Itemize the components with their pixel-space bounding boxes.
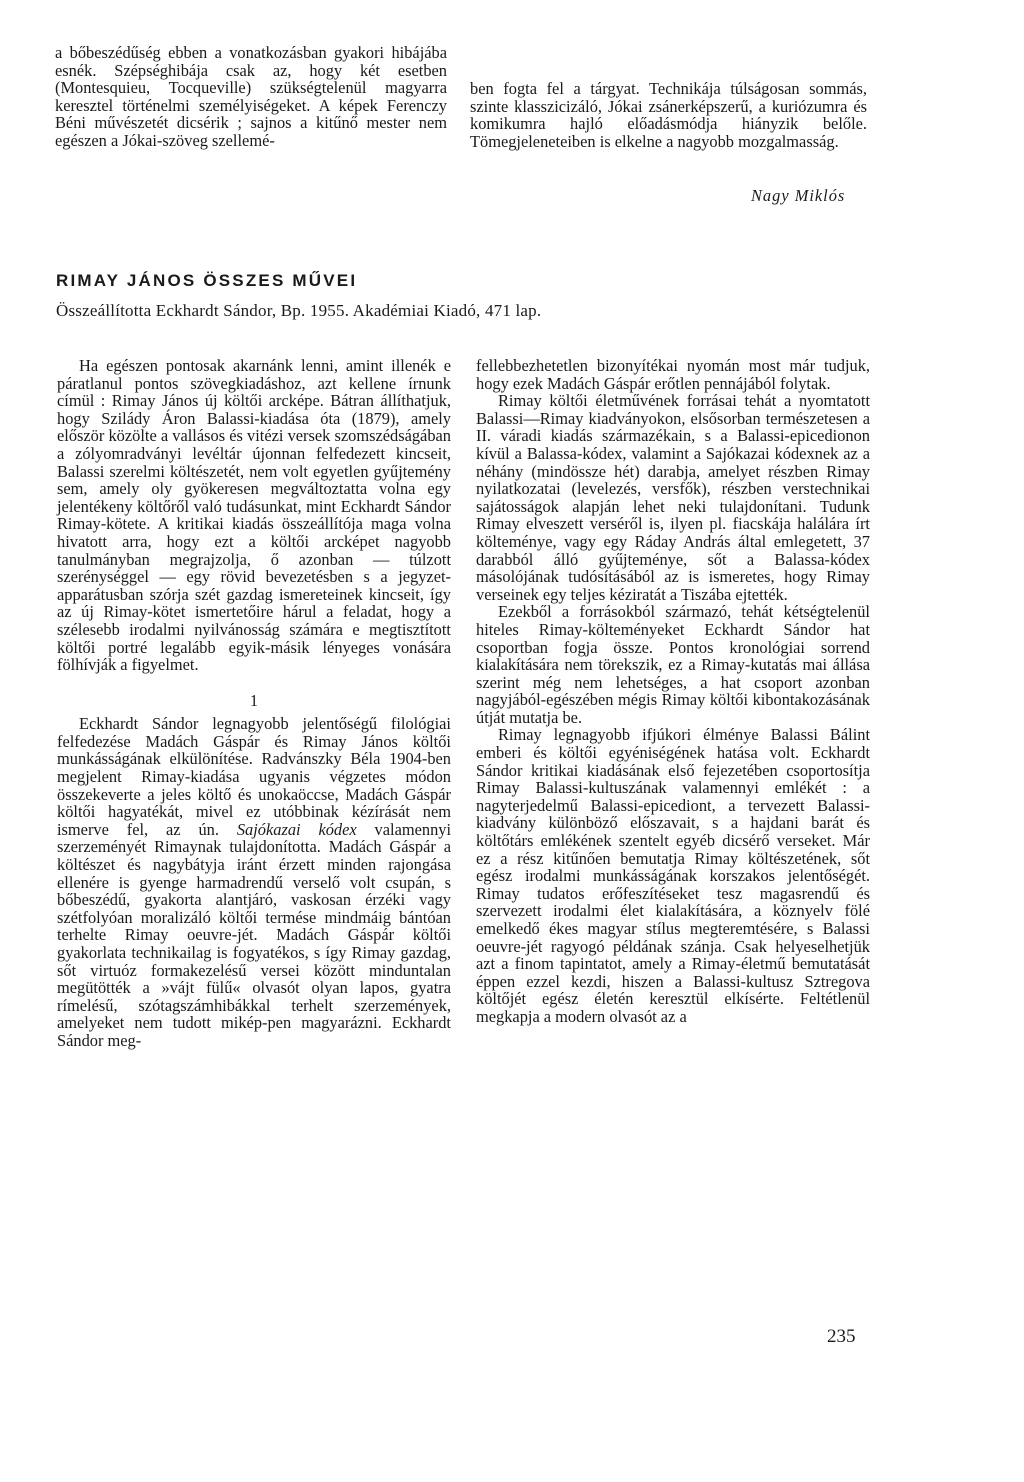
review-paragraph-1: Ha egészen pontosak akarnánk lenni, amint illenék e páratlanul pontos szövegkiadáshoz, azt kellene írnunk címül : Rimay János új költői arcképe. Bátran állíthatjuk, hogy Szilády Áron Balassi-kiadása óta (1879), amely először közölte a vallásos és vitézi versek szomszédságában a zólyomradványi levéltár újonnan felfedezett kincseit, Balassi szerelmi költészetét, nem volt egyetlen gyűjtemény sem, amely oly gyökeresen megváltoztatta volna egy jelentékeny költőről való tudásunkat, mint Eckhardt Sándor Rimay-kötete. A kritikai kiadás összeállítója maga volna hivatott arra, hogy ezt a költői arcképet nagyobb tanulmányban megrajzolja, ő azonban — túlzott szerénységgel — egy rövid bevezetésben s a jegyzet-apparátusban szórja szét gazdag ismereteinek kincseit, így az új Rimay-kötet ismertetőire hárul a feladat, hogy a szélesebb irodalmi nyilvánosság számára e megtisztított költői portré legalább egyik-másik lényeges vonására fölhívják a figyelmet. bbox=[57, 356, 451, 675]
review-paragraph-2-text-a: Eckhardt Sándor legnagyobb jelentőségű filológiai felfedezése Madách Gáspár és Rimay János költői munkásságának elkülönítése. Radvánszky Béla 1904-ben megjelent Rimay-kiadása ugyanis végzetes módon összekeverte a jeles költő és unokaöccse, Madách Gáspár költői hagyatékát, mivel ez utóbbinak kézírását nem ismerve fel, az ún. bbox=[57, 714, 451, 839]
review-right-paragraph-2: Rimay költői életművének forrásai tehát a nyomtatott Balassi—Rimay kiadványokon, elsősorban természetesen a II. váradi kiadás származékain, s a Balassi-epicedionon kívül a Balassa-kódex, valamint a Sajókazai kódexnek az a néhány (mindössze hét) darabja, amelyet részben Rimay nyilatkozatai (levelezés, versfők), részben verstechnikai sajátosságok alapján lehet neki tulajdonítani. Tudunk Rimay elveszett verséről is, ilyen pl. fiacskája halálára írt költeménye, vagy egy Ráday András által emlegetett, 37 darabból álló gyűjteménye, sőt a Balassa-kódex másolójának tudósításából az is ismeretes, hogy Rimay verseinek egy teljes kéziratát a Tiszába ejtették. bbox=[476, 391, 870, 604]
review-right-paragraph-1: fellebbezhetetlen bizonyítékai nyomán most már tudjuk, hogy ezek Madách Gáspár erőtlen pennájából folytak. bbox=[476, 356, 870, 393]
page-number: 235 bbox=[827, 1326, 856, 1347]
review-left-column bbox=[57, 357, 451, 1050]
review-paragraph-2 bbox=[57, 715, 451, 1049]
review-paragraph-2-text-b: valamennyi szerzeményét Rimaynak tulajdonította. Madách Gáspár a költészet és nagybátyja iránt érzett minden rajongása ellenére is gyenge harmadrendű verselő volt csupán, s bőbeszédű, gyakorta alantjáró, vaskosan érzéki vagy szétfolyóan moralizáló költői termése mindmáig bántóan terhelte Rimay oeuvre-jét. Madách Gáspár költői gyakorlata technikailag is fogyatékos, s így Rimay gazdag, sőt virtuóz formakezelésű versei között minduntalan megütötték a »vájt fülű« olvasót olyan lapos, gyatra rímelésű, szótagszámhibákkal terhelt szerzemények, amelyeket nem tudott mikép-pen magyarázni. Eckhardt Sándor meg- bbox=[57, 819, 452, 1050]
prev-article-right-column bbox=[470, 80, 867, 150]
review-title: RIMAY JÁNOS ÖSSZES MŰVEI bbox=[56, 271, 358, 290]
prev-article-left-text: a bőbeszédűség ebben a vonatkozásban gyakori hibájába esnék. Szépséghibája csak az, hogy két esetben (Montesquieu, Tocqueville) szükségtelenül magyarra keresztel történelmi személyiségeket. A képek Ferenczy Béni művészetét dicsérik ; sajnos a kitűnő mester nem egészen a Jókai-szöveg szellemé- bbox=[55, 43, 447, 150]
prev-article-left-column bbox=[55, 44, 447, 150]
prev-article-signature: Nagy Miklós bbox=[751, 186, 846, 205]
review-right-paragraph-3: Ezekből a forrásokból származó, tehát kétségtelenül hiteles Rimay-költeményeket Eckhardt Sándor hat csoportban fogja össze. Pontos kronológiai sorrend kialakítására nem törekszik, ez a Rimay-kutatás mai állása szerint még nem lehetséges, a hat csoport azonban nagyjából-egészében mégis Rimay költői kibontakozásának útját mutatja be. bbox=[476, 602, 870, 727]
review-bibliography: Összeállította Eckhardt Sándor, Bp. 1955. Akadémiai Kiadó, 471 lap. bbox=[56, 301, 542, 320]
review-right-column bbox=[476, 357, 870, 1026]
section-number: 1 bbox=[249, 690, 259, 710]
prev-article-right-text: ben fogta fel a tárgyat. Technikája túlságosan sommás, szinte klasszicizáló, Jókai zsánerképszerű, a kuriózumra és komikumra hajló előadásmódja hiányzik belőle. Tömegjeleneteiben is elkelne a nagyobb mozgalmasság. bbox=[470, 79, 867, 151]
review-right-paragraph-4: Rimay legnagyobb ifjúkori élménye Balassi Bálint emberi és költői egyéniségének hatása volt. Eckhardt Sándor kritikai kiadásának első fejezetében csoportosítja Rimay Balassi-kultuszának valamennyi emlékét : a nagyterjedelmű Balassi-epicediont, a tervezett Balassi-kiadvány különböző előszavait, s a hajdani barát és költőtárs emlékének szentelt egyéb dicsérő verseket. Már ez a rész kitűnően bemutatja Rimay költészetének, sőt egész irodalmi munkásságának korszakos jelentőségét. Rimay tudatos erőfeszítéseket tesz magasrendű és szervezett irodalmi élet kialakítására, a köznyelv fölé emelkedő ékes magyar stílus megteremtésére, s Balassi oeuvre-jét ragyogó példának szánja. Csak helyeselhetjük azt a finom tapintatot, amely a Rimay-életmű bemutatását éppen ezzel kezdi, hiszen a Balassi-kultusz Sztregova költőjét egész életén keresztül elkísérte. Feltétlenül megkapja a modern olvasót az a bbox=[476, 725, 870, 1026]
codex-title: Sajókazai kódex bbox=[236, 819, 357, 839]
